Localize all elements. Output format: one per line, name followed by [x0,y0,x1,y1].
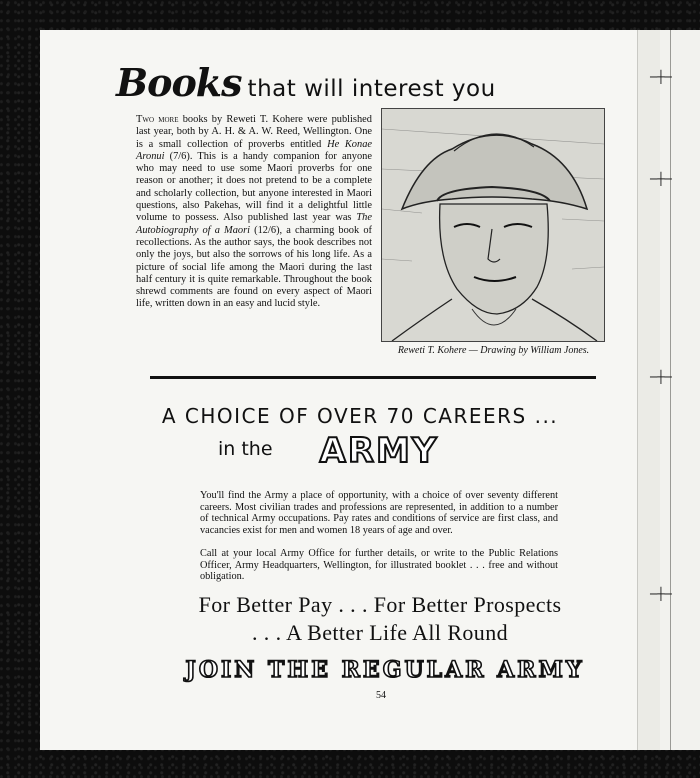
book-title: He Konae Aronui [136,138,372,162]
portrait-drawing [381,108,605,342]
page-number: 54 [376,690,386,701]
article-text: (7/6). This is a handy companion for anyone who may need to use some Maori proverbs for one reason or another; it does not pretend to be a complete and scholarly collection, but anyone interested in Maori questions, also Pakehas, will find it a delightful little volume to possess. Also published last year was [136,150,372,224]
binding-mark: ─┼─ [650,370,672,384]
gutter-line [670,30,671,750]
portrait-caption: Reweti T. Kohere — Drawing by William Jones. [397,345,590,356]
binding-mark: ─┼─ [650,70,672,84]
facing-page-edge [660,30,700,750]
ad-headline: A CHOICE OF OVER 70 CAREERS ... [161,404,559,428]
heading-script-word: Books [116,60,242,105]
heading-rest: that will interest you [247,76,496,102]
book-review-text [136,114,372,311]
binding-mark: ─┼─ [650,587,672,601]
join-text: JOIN THE REGULAR ARMY [185,657,585,683]
section-divider [150,376,596,379]
join-army-banner [150,654,620,684]
binding-mark: ─┼─ [650,172,672,186]
army-word: ARMY [319,431,439,471]
ad-in-the: in the [218,438,273,460]
section-heading [116,60,586,110]
ad-paragraph-1: You'll find the Army a place of opportunity, with a choice of over seventy different careers. Most civilian trades and professions are represented, in addition to a number of technical Army occupations. Pay rates and conditions of service are first class, and vacancies exist for men and women 18 years of age and over. [200,490,558,536]
lead-words: Two more [136,114,179,125]
slogan-line-1: For Better Pay . . . For Better Prospects [198,592,562,617]
army-outline-logo [304,426,454,472]
book-title: The Autobiography of a Maori [136,212,372,236]
article-text: (12/6), a charming book of recollections. As the author says, the book describes not only the joys, but also the sorrows of his long life. As a picture of social life among the Maori during the last half century it is quite remarkable. Throughout the book shrewd comments are found on every aspect of Maori life, written down in an easy and lucid style. [136,224,372,310]
slogan-line-2: . . . A Better Life All Round [251,620,509,645]
ad-paragraph-2: Call at your local Army Office for further details, or write to the Public Relations Officer, Army Headquarters, Wellington, for illustrated booklet . . . free and without obligation. [200,548,558,583]
article-text: books by Reweti T. Kohere were published last year, both by A. H. & A. W. Reed, Wellington. One is a small collection of proverbs entitled [136,114,372,150]
